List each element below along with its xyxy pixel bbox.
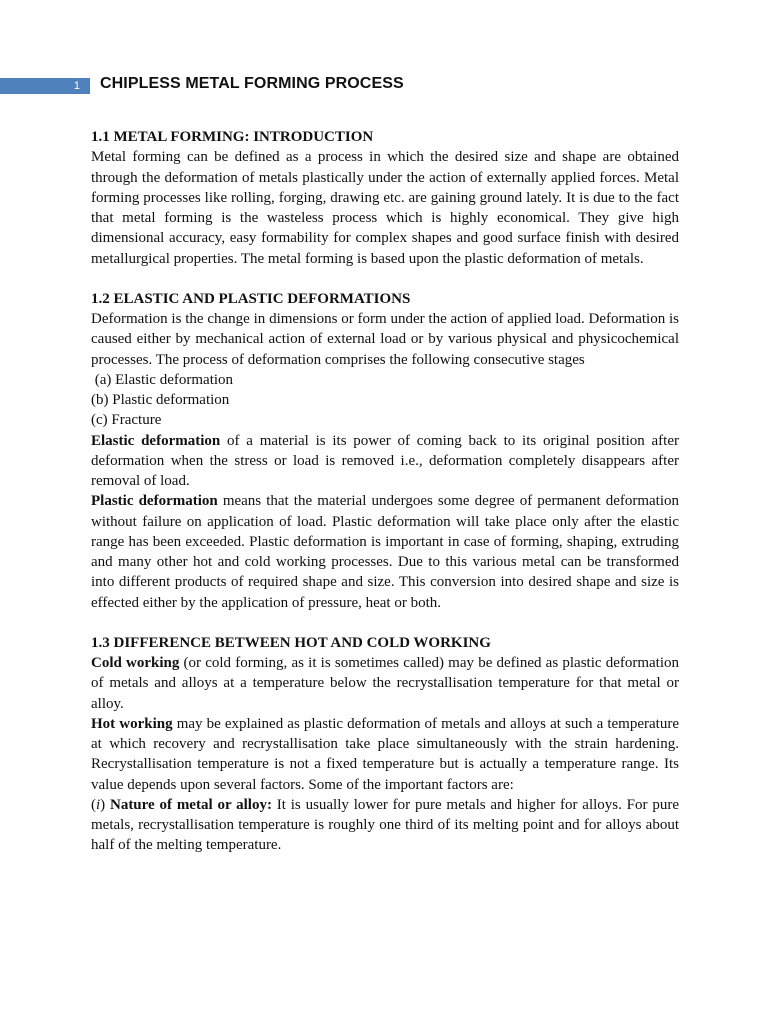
chapter-number: 1 bbox=[73, 80, 80, 92]
paragraph-factor-nature bbox=[91, 795, 679, 856]
paragraph: Metal forming can be defined as a process in which the desired size and shape are obtained through the deformation of metals plastically under the action of externally applied forces. Metal forming processes like rolling, forging, drawing etc. are gaining ground lately. It is due to the fact that metal forming is the wasteless process which is highly economical. They give high dimensional accuracy, easy formability for complex shapes and good surface finish with desired metallurgical properties. The metal forming is based upon the plastic deformation of metals. bbox=[91, 149, 679, 267]
definition-text: means that the material undergoes some degree of permanent deformation without failure on application of load. Plastic deformation will take place only after the elastic range has been exceeded. Plastic deformation is important in case of forming, shaping, extruding and many other hot and cold working processes. Due to this various metal can be transformed into different products of required shape and size. This conversion into desired shape and size is effected either by the application of pressure, heat or both. bbox=[91, 493, 680, 611]
section-hot-cold-working bbox=[91, 633, 679, 856]
term: Nature of metal or alloy: bbox=[109, 796, 272, 813]
list-item: (c) Fracture bbox=[91, 412, 162, 429]
section-heading: 1.2 ELASTIC AND PLASTIC DEFORMATIONS bbox=[91, 290, 411, 307]
definition-text: of a material is its power of coming back to its original position after deformation when the stress or load is removed i.e., deformation completely disappears after removal of load. bbox=[91, 432, 679, 489]
spacer bbox=[91, 613, 679, 633]
section-heading: 1.1 METAL FORMING: INTRODUCTION bbox=[91, 129, 374, 145]
definition-text: may be explained as plastic deformation of metals and alloys at such a temperature at which recovery and recrystallisation take place simultaneously with the strain hardening. Recrystallisation temperature is not a fixed temperature but is actually a temperature range. Its value depends upon several factors. Some of the important factors are: bbox=[91, 715, 679, 793]
term: Elastic deformation bbox=[91, 432, 221, 449]
paragraph-cold-working bbox=[91, 653, 679, 714]
factor-number: i bbox=[96, 796, 101, 813]
section-deformations bbox=[91, 289, 679, 613]
list-item: (a) Elastic deformation bbox=[91, 371, 234, 388]
list-item: (b) Plastic deformation bbox=[91, 392, 230, 408]
definition-text: (or cold forming, as it is sometimes called) may be defined as plastic deformation of metals and alloys at a temperature below the recrystallisation temperature for that metal or alloy. bbox=[91, 655, 680, 712]
paragraph-plastic-deformation bbox=[91, 491, 679, 613]
term: Cold working bbox=[91, 655, 180, 671]
term: Hot working bbox=[91, 715, 173, 732]
factor-paren-close: ) bbox=[100, 796, 110, 813]
term: Plastic deformation bbox=[91, 493, 218, 510]
chapter-number-bar bbox=[0, 78, 90, 94]
paragraph-hot-working bbox=[91, 714, 679, 795]
chapter-title: CHIPLESS METAL FORMING PROCESS bbox=[100, 75, 404, 92]
definition-text: It is usually lower for pure metals and higher for alloys. For pure metals, recrystallisation temperature is roughly one third of its melting point and for alloys about half of the melting temperature. bbox=[91, 796, 679, 854]
section-heading: 1.3 DIFFERENCE BETWEEN HOT AND COLD WORKING bbox=[91, 634, 491, 651]
paragraph-elastic-deformation bbox=[91, 431, 679, 492]
section-introduction bbox=[91, 127, 679, 269]
document-body bbox=[91, 127, 679, 856]
factor-paren-open: ( bbox=[91, 796, 96, 813]
paragraph: Deformation is the change in dimensions or form under the action of applied load. Deformation is caused either by mechanical action of external load or by various physical and physicochemical processes. The process of deformation comprises the following consecutive stages bbox=[91, 311, 679, 368]
spacer bbox=[91, 269, 679, 289]
